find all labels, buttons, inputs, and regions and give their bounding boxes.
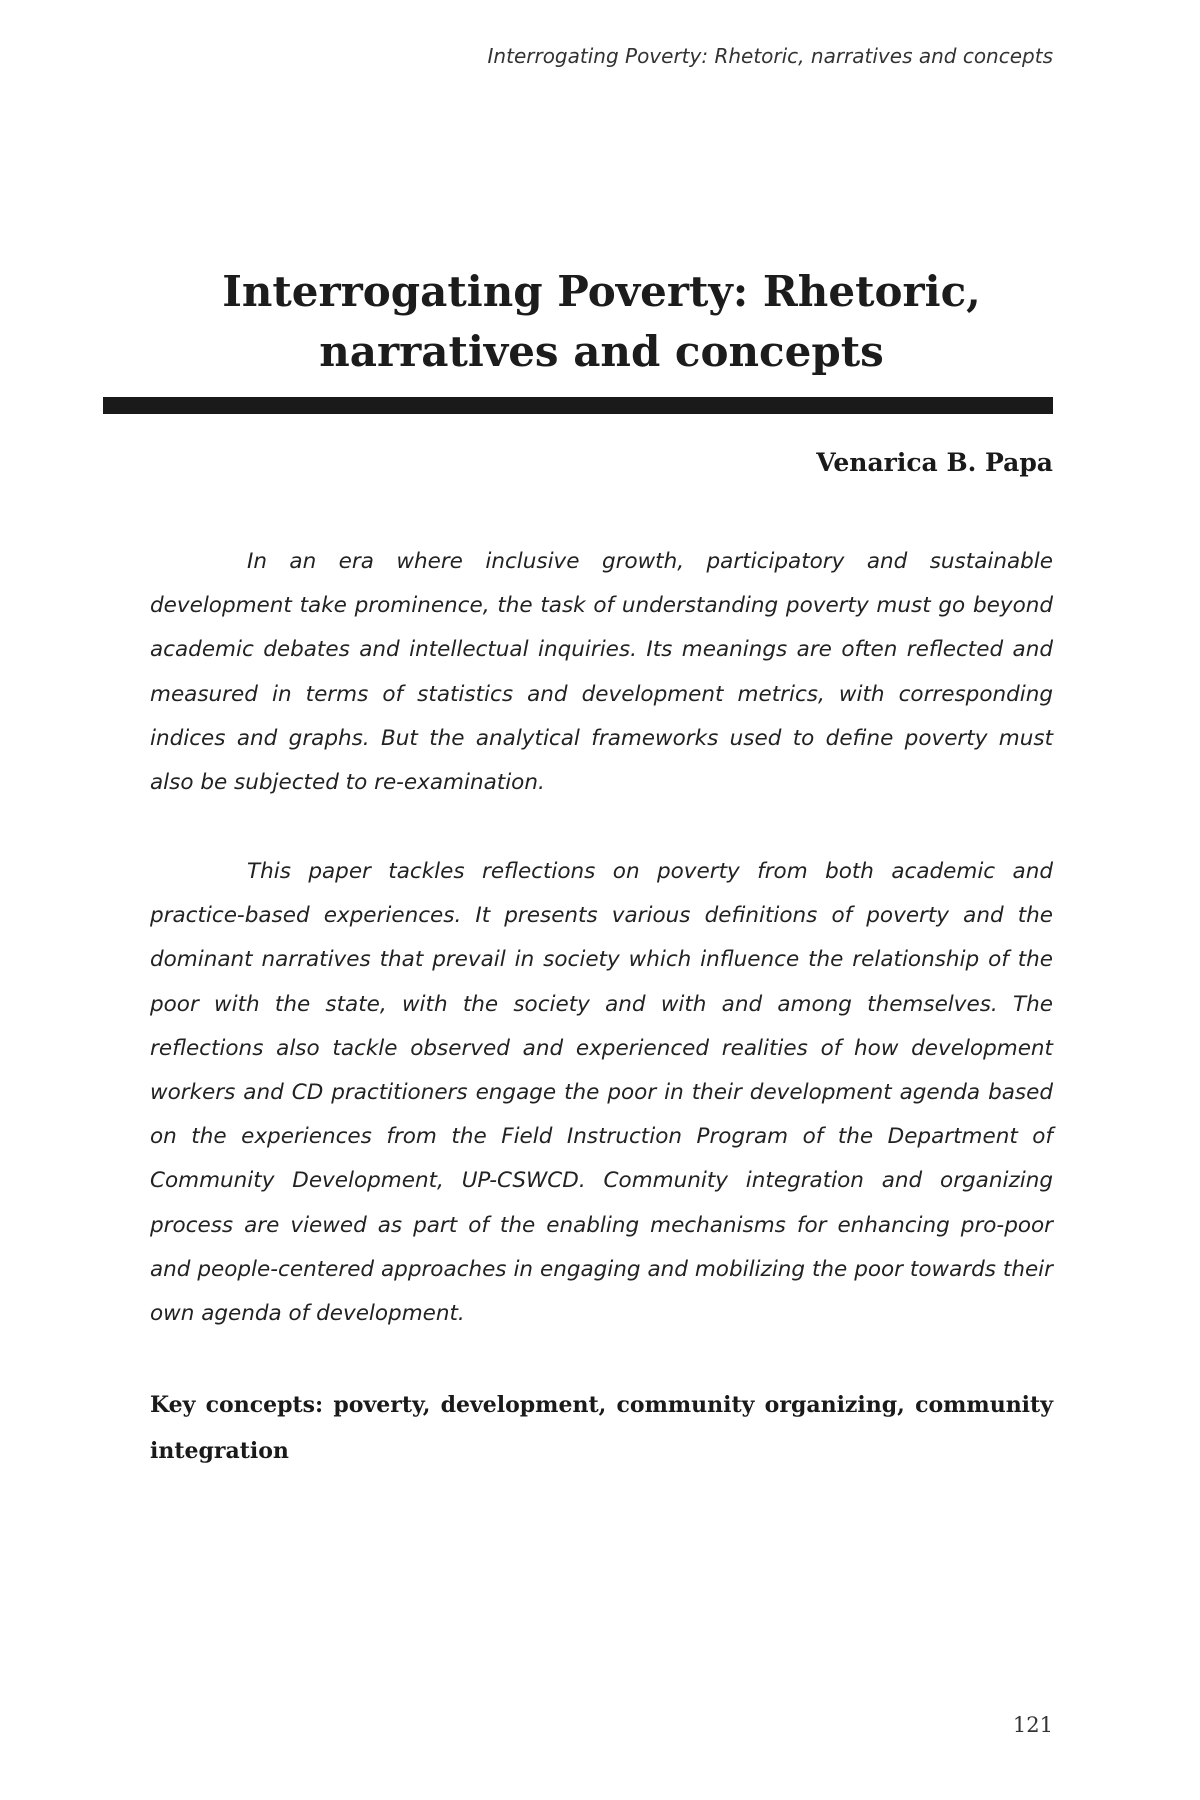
page-number: 121 bbox=[1012, 1713, 1053, 1737]
title-line-1: Interrogating Poverty: Rhetoric, bbox=[222, 267, 981, 316]
abstract-paragraph-2: This paper tackles reflections on poverty from both academic and practice-based experiences. It presents various definitions of poverty and the dominant narratives that prevail in society which influence the relationship of the poor with the state, with the society and with and among themselves. The reflections also tackle observed and experienced realities of how development workers and CD practitioners engage the poor in their development agenda based on the experiences from the Field Instruction Program of the Department of Community Development, UP-CSWCD. Community integration and organizing process are viewed as part of the enabling mechanisms for enhancing pro-poor and people-centered approaches in engaging and mobilizing the poor towards their own agenda of development. bbox=[150, 859, 1053, 1327]
running-header: Interrogating Poverty: Rhetoric, narratives and concepts bbox=[487, 44, 1053, 68]
article-title bbox=[150, 262, 1053, 382]
author-name: Venarica B. Papa bbox=[816, 448, 1053, 477]
key-concepts: Key concepts: poverty, development, community organizing, community integration bbox=[150, 1392, 1053, 1464]
title-rule bbox=[103, 397, 1053, 414]
title-line-2: narratives and concepts bbox=[319, 327, 884, 376]
abstract-paragraph-1: In an era where inclusive growth, participatory and sustainable development take prominence, the task of understanding poverty must go beyond academic debates and intellectual inquiries. Its meanings are often reflected and measured in terms of statistics and development metrics, with corresponding indices and graphs. But the analytical frameworks used to define poverty must also be subjected to re-examination. bbox=[150, 549, 1053, 796]
